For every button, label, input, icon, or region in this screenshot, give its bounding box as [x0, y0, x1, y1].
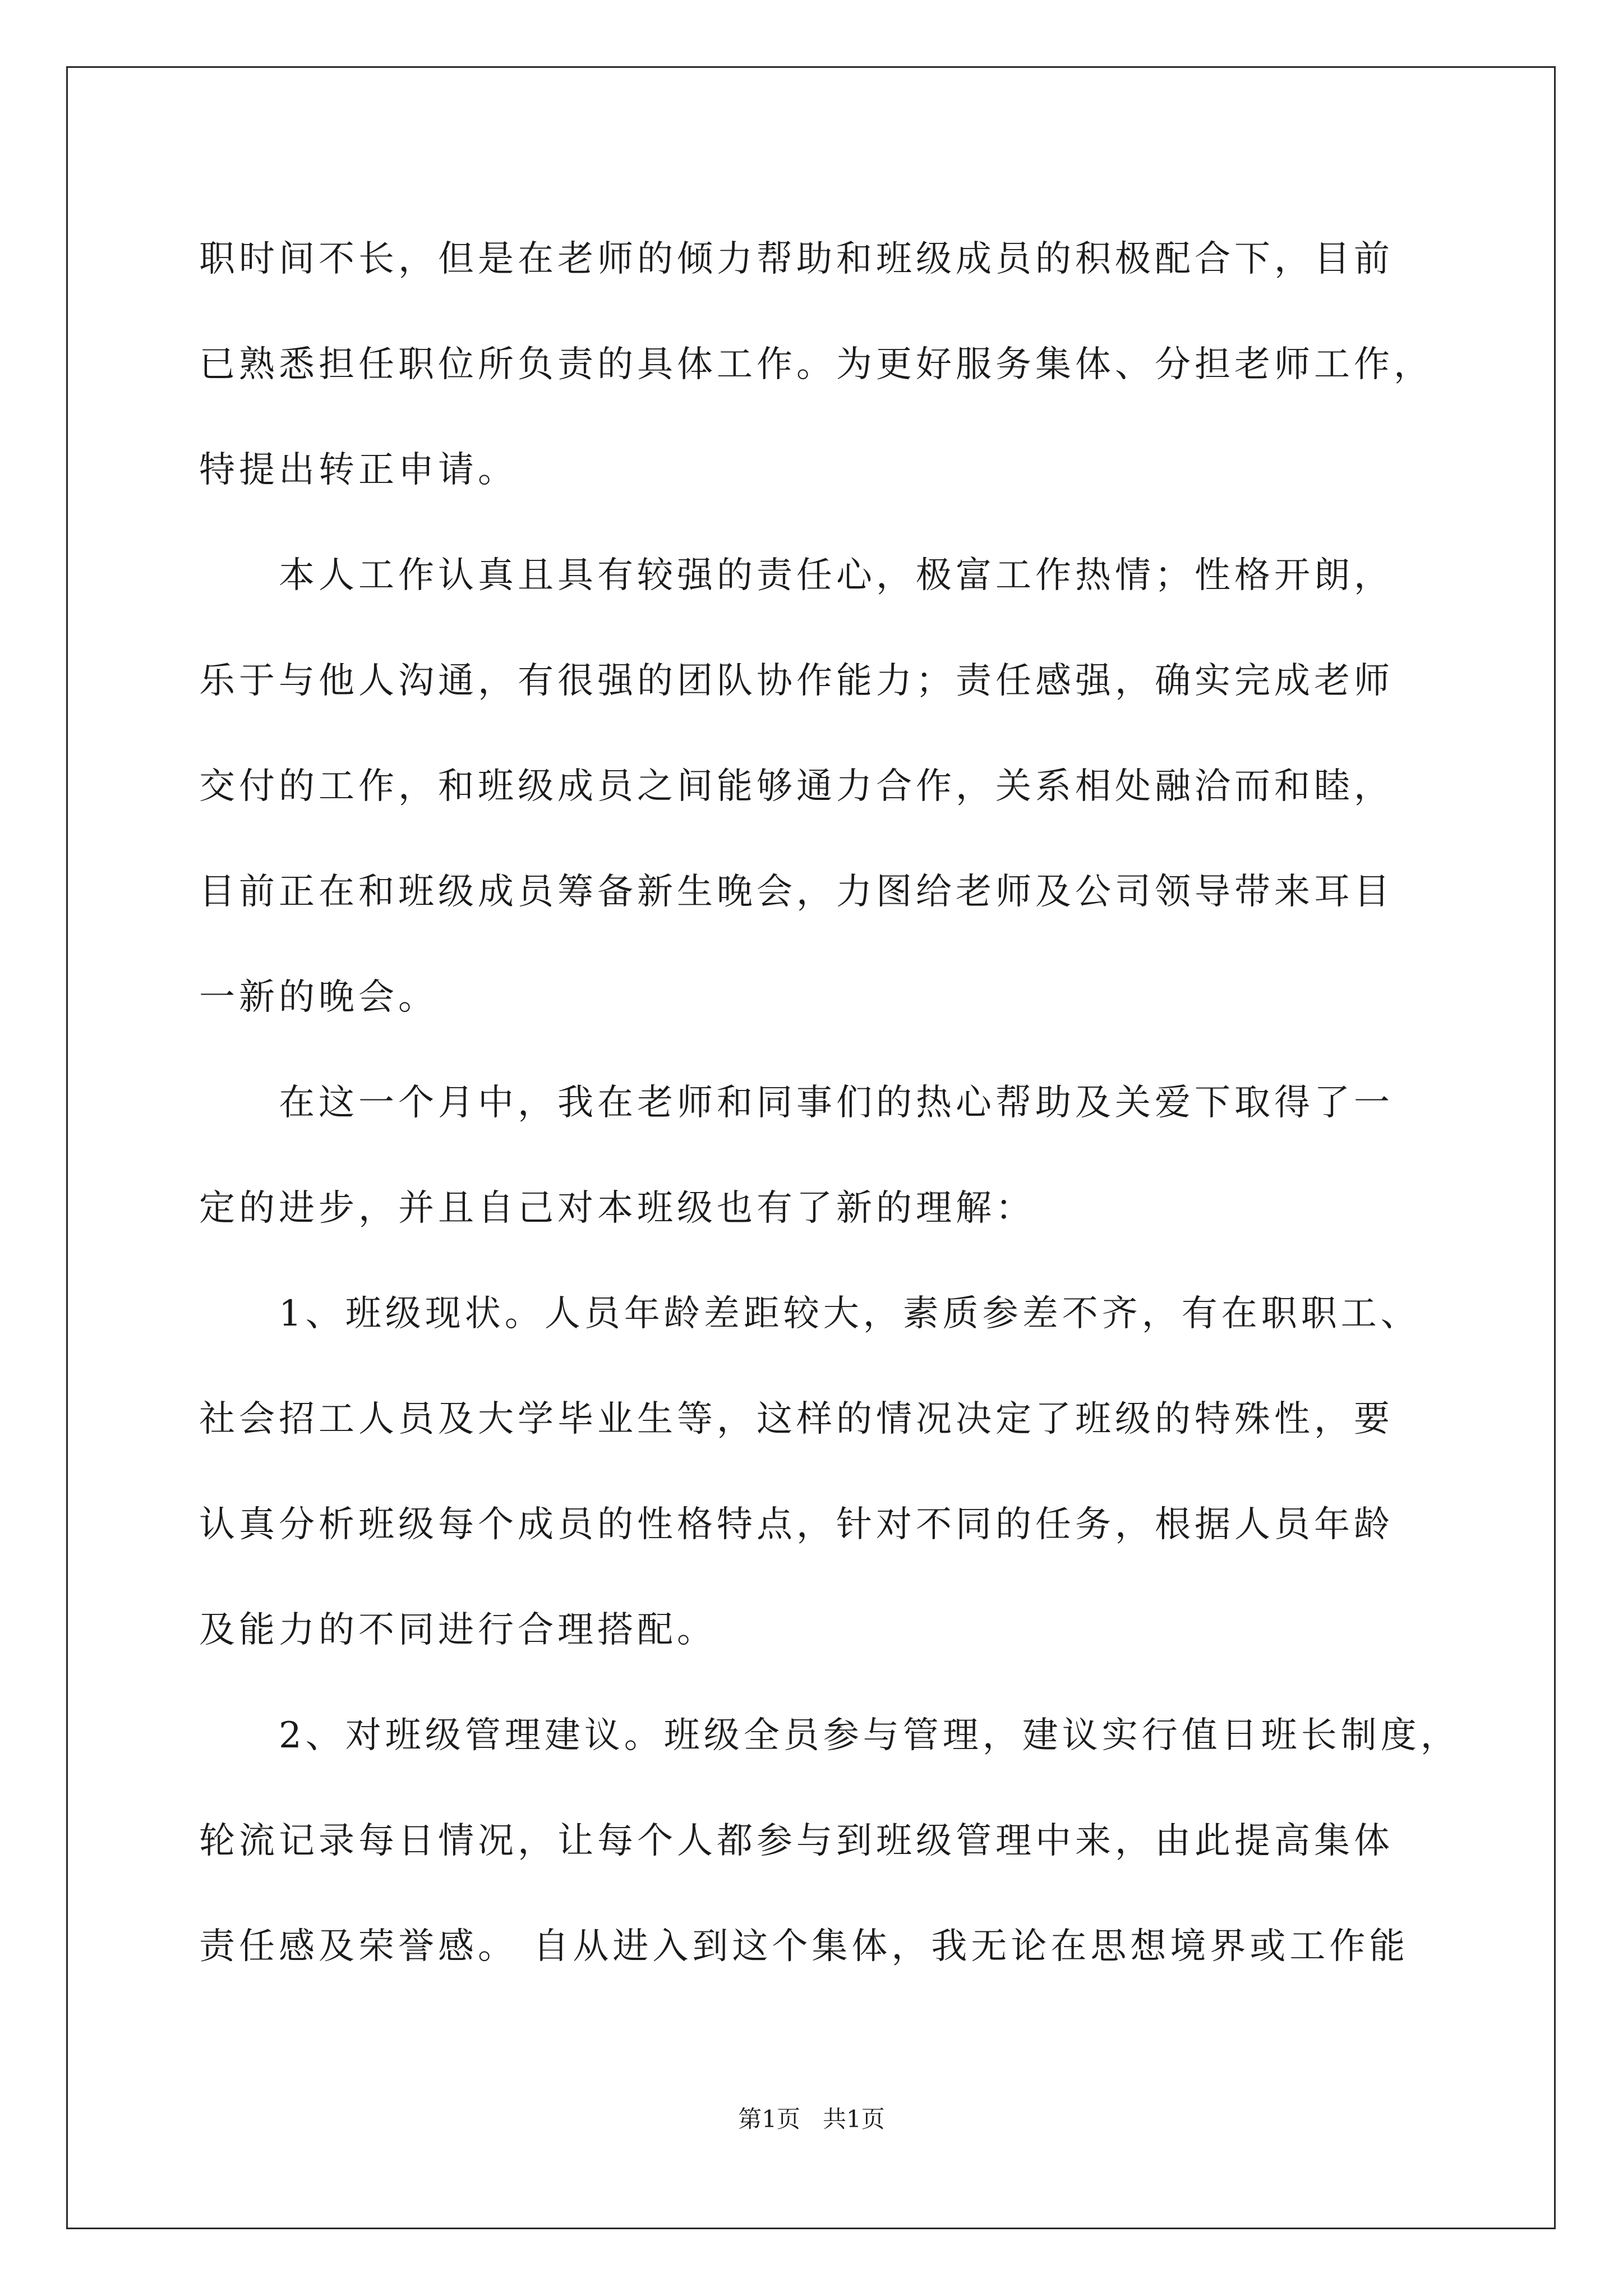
text-line: 定的进步，并且自己对本班级也有了新的理解： [199, 1188, 1035, 1229]
text-line: 社会招工人员及大学毕业生等，这样的情况决定了班级的特殊性，要 [199, 1398, 1394, 1440]
text-line: 职时间不长，但是在老师的倾力帮助和班级成员的积极配合下，目前 [199, 238, 1394, 280]
text-line: 认真分析班级每个成员的性格特点，针对不同的任务，根据人员年龄 [199, 1504, 1394, 1545]
page-number-footer: 第1页 共1页 [738, 2105, 885, 2133]
paragraph-first-line: 在这一个月中，我在老师和同事们的热心帮助及关爱下取得了一 [279, 1082, 1394, 1124]
text-line: 交付的工作，和班级成员之间能够通力合作，关系相处融洽而和睦， [199, 766, 1394, 807]
text-line: 轮流记录每日情况，让每个人都参与到班级管理中来，由此提高集体 [199, 1820, 1394, 1862]
text-line: 责任感及荣誉感。 自从进入到这个集体，我无论在思想境界或工作能 [199, 1926, 1409, 1967]
text-line: 目前正在和班级成员筹备新生晚会，力图给老师及公司领导带来耳目 [199, 871, 1394, 913]
text-line: 特提出转正申请。 [199, 449, 518, 491]
text-line: 乐于与他人沟通，有很强的团队协作能力；责任感强，确实完成老师 [199, 660, 1394, 702]
paragraph-first-line: 1、班级现状。人员年龄差距较大，素质参差不齐，有在职职工、 [279, 1293, 1421, 1335]
text-line: 及能力的不同进行合理搭配。 [199, 1609, 717, 1651]
paragraph-first-line: 2、对班级管理建议。班级全员参与管理，建议实行值日班长制度， [279, 1715, 1460, 1756]
document-body [199, 206, 1460, 1999]
text-line: 已熟悉担任职位所负责的具体工作。为更好服务集体、分担老师工作， [199, 344, 1433, 385]
paragraph-first-line: 本人工作认真且具有较强的责任心，极富工作热情；性格开朗， [279, 555, 1394, 596]
text-line: 一新的晚会。 [199, 977, 438, 1018]
